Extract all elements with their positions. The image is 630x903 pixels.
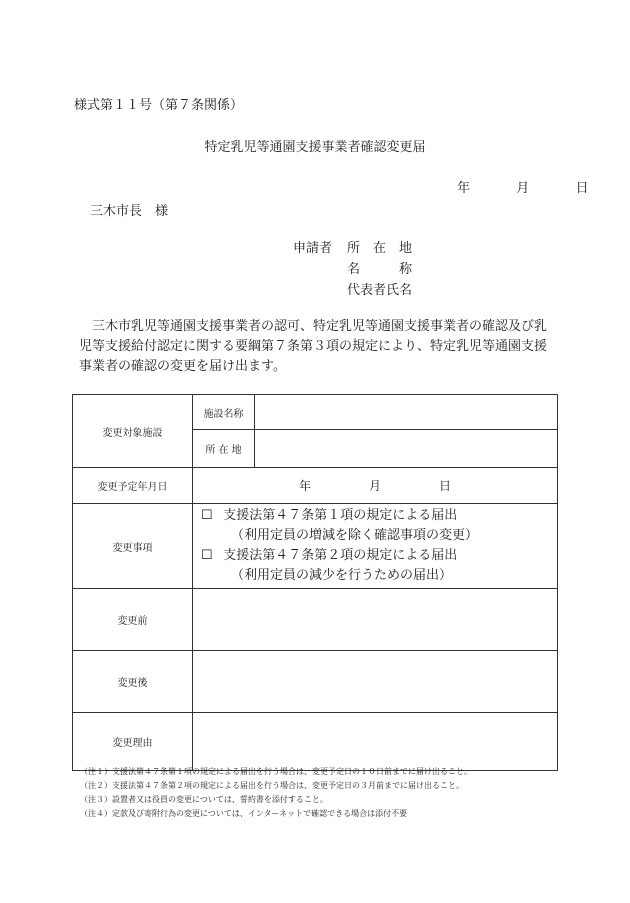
date-month-label: 月 (516, 181, 530, 196)
checkbox-1[interactable]: ☐ (201, 508, 213, 523)
applicant-address-label: 所 在 地 (347, 241, 413, 256)
submission-date (457, 177, 589, 196)
note-2: （注２）支援法第４７条第２項の規定による届出を行う場合は、変更予定日の３月前までに届け出ること。 (80, 781, 464, 790)
facility-name-field[interactable] (255, 395, 558, 430)
before-change-field[interactable] (193, 589, 558, 651)
scheduled-date-year: 年 (298, 479, 311, 493)
date-year-label: 年 (457, 181, 471, 196)
checkbox-2[interactable]: ☐ (201, 548, 213, 563)
change-item-1-note: （利用定員の増減を除く確認事項の変更） (231, 528, 479, 543)
body-text: 三木市乳児等通園支援事業者の認可、特定乳児等通園支援事業者の確認及び乳児等支援給付認定に関する要綱第７条第３項の規定により、特定乳児等通園支援事業者の確認の変更を届け出ます。 (79, 319, 548, 374)
date-day-label: 日 (575, 181, 589, 196)
change-items-label: 変更事項 (73, 504, 193, 589)
form-title: 特定乳児等通園支援事業者確認変更届 (204, 140, 426, 155)
after-change-label: 変更後 (73, 651, 193, 713)
change-item-2-note: （利用定員の減少を行うための届出） (231, 568, 453, 583)
change-reason-field[interactable] (193, 713, 558, 771)
notes-section (80, 765, 472, 821)
facility-name-label: 施設名称 (193, 395, 255, 430)
note-1: （注１）支援法第４７条第１項の規定による届出を行う場合は、変更予定日の１０日前までに届け出ること。 (80, 767, 472, 776)
note-3: （注３）設置者又は役員の変更については、誓約書を添付すること。 (80, 795, 328, 804)
change-reason-label: 変更理由 (73, 713, 193, 771)
change-item-2-text: 支援法第４７条第２項の規定による届出 (223, 548, 458, 563)
change-items-field (193, 504, 558, 589)
note-4: （注４）定款及び寄附行為の変更については、インターネットで確認できる場合は添付不要 (80, 809, 408, 818)
scheduled-date-field[interactable] (193, 468, 558, 504)
change-item-1-text: 支援法第４７条第１項の規定による届出 (223, 508, 458, 523)
before-change-label: 変更前 (73, 589, 193, 651)
change-item-1 (201, 506, 557, 526)
after-change-field[interactable] (193, 651, 558, 713)
addressee: 三木市長 様 (90, 204, 169, 219)
applicant-label: 申請者 (293, 241, 333, 256)
location-label: 所 在 地 (193, 430, 255, 468)
change-form-table (72, 394, 558, 771)
applicant-representative-label: 代表者氏名 (347, 283, 413, 298)
target-facility-label: 変更対象施設 (73, 395, 193, 468)
scheduled-date-day: 日 (439, 479, 452, 493)
scheduled-date-month: 月 (368, 479, 381, 493)
change-item-2 (201, 546, 557, 566)
applicant-name-label: 名 称 (347, 262, 413, 277)
scheduled-date-label: 変更予定年月日 (73, 468, 193, 504)
location-field[interactable] (255, 430, 558, 468)
form-number: 様式第１１号（第７条関係） (74, 98, 244, 113)
